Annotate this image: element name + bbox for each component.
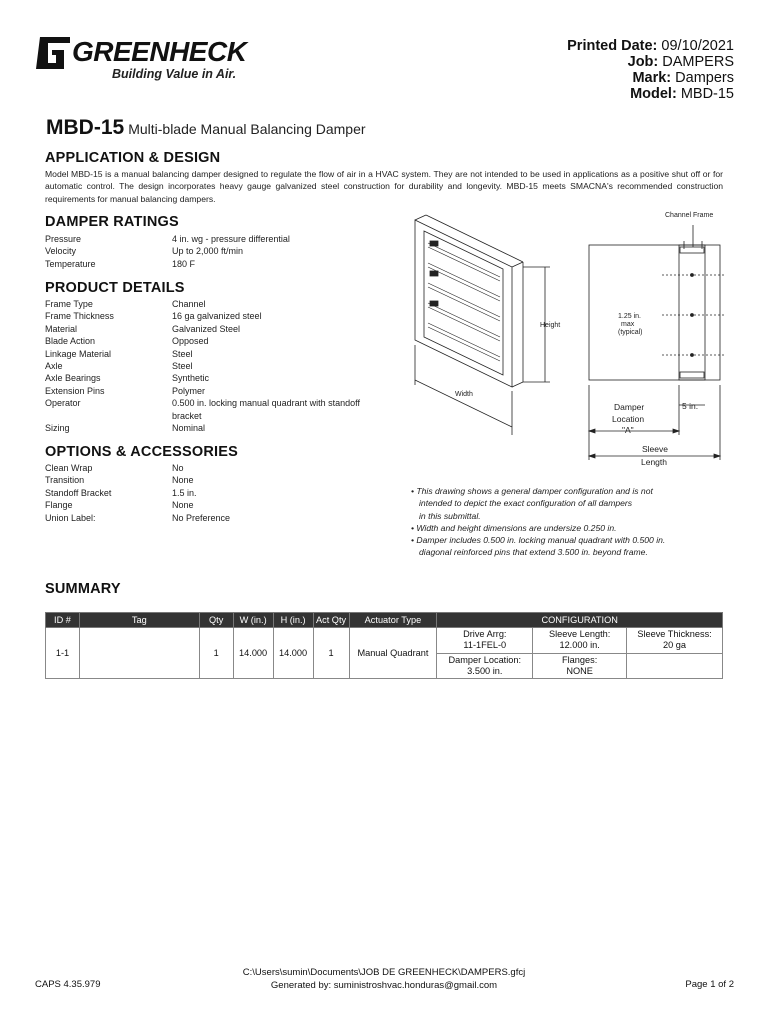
rating-key: Pressure — [45, 234, 82, 244]
detail-row — [45, 360, 382, 372]
detail-key: Sizing — [45, 423, 70, 434]
option-row — [45, 487, 382, 499]
cell-qty: 1 — [199, 628, 233, 679]
detail-row — [45, 298, 382, 310]
damper-location-label: Damper Location: — [448, 654, 522, 665]
cell-sleeve-length — [533, 628, 627, 654]
greenheck-logo-icon — [34, 35, 72, 71]
detail-key: Frame Thickness — [45, 311, 114, 322]
option-key: Standoff Bracket — [45, 487, 112, 498]
note-line: • Width and height dimensions are undersize 0.250 in. — [411, 522, 617, 533]
detail-value: Opposed — [172, 336, 209, 347]
option-value: No — [172, 463, 184, 473]
drawing-notes — [411, 485, 731, 559]
application-heading: APPLICATION & DESIGN — [45, 150, 221, 166]
detail-row — [45, 372, 382, 384]
rating-row — [45, 233, 382, 245]
document-meta — [567, 38, 734, 102]
channel-frame-label: Channel Frame — [665, 212, 714, 219]
sleeve-thickness-label: Sleeve Thickness: — [637, 629, 712, 640]
page-number: Page 1 of 2 — [685, 979, 734, 990]
application-text: Model MBD-15 is a manual balancing damper designed to regulate the flow of air in a HVAC system. They are not intended to be used in applications as a positive shut off or for automatic control. The design incorporates heavy gauge galvanized steel construction for durability and longevity. MBD-15 meets SMACNA's recommended construction requirements for manual balancing dampers. — [45, 169, 723, 204]
col-configuration: CONFIGURATION — [437, 613, 723, 628]
note-line: • Damper includes 0.500 in. locking manual quadrant with 0.500 in. — [411, 535, 666, 546]
side-elevation-view — [589, 225, 725, 460]
summary-table — [45, 612, 723, 679]
note-line: • This drawing shows a general damper configuration and is not — [411, 486, 653, 496]
detail-value: Steel — [172, 361, 193, 372]
rating-key: Temperature — [45, 258, 96, 269]
detail-key: Blade Action — [45, 336, 96, 347]
detail-value: Channel — [172, 299, 206, 309]
rating-value: Up to 2,000 ft/min — [172, 246, 244, 257]
col-id: ID # — [46, 613, 80, 628]
option-key: Clean Wrap — [45, 463, 93, 473]
cell-flanges — [533, 653, 627, 679]
table-row — [46, 628, 723, 654]
detail-value: Steel — [172, 348, 193, 359]
detail-key: Axle Bearings — [45, 373, 101, 384]
rating-row — [45, 258, 382, 270]
file-path: C:\Users\sumin\Documents\JOB DE GREENHECK\DAMPERS.gfcj — [242, 967, 526, 978]
sleeve-length-label: Sleeve Length: — [548, 629, 611, 640]
cell-actuator-type: Manual Quadrant — [349, 628, 437, 679]
printed-date-label: Printed Date: — [567, 38, 658, 54]
cell-height: 14.000 — [273, 628, 313, 679]
col-act-qty: Act Qty — [313, 613, 349, 628]
option-row — [45, 462, 382, 474]
ratings-list — [45, 233, 382, 270]
detail-row — [45, 397, 382, 422]
option-value: None — [172, 500, 194, 511]
software-version: CAPS 4.35.979 — [35, 979, 101, 990]
mark-value: Dampers — [675, 70, 734, 86]
sleeve-length-label-1: Sleeve — [642, 444, 668, 454]
damper-drawing — [400, 205, 730, 475]
detail-value: 0.500 in. locking manual quadrant with standoff bracket — [172, 398, 360, 421]
footer-center — [0, 967, 768, 992]
damper-location-label-2: Location — [612, 414, 645, 424]
job-label: Job: — [627, 54, 659, 70]
detail-value: Synthetic — [172, 373, 210, 384]
page-title — [46, 116, 366, 140]
col-qty: Qty — [199, 613, 233, 628]
detail-key: Axle — [45, 361, 63, 372]
damper-location-value: 3.500 in. — [467, 665, 503, 676]
cell-act-qty: 1 — [313, 628, 349, 679]
flanges-label: Flanges: — [562, 654, 598, 665]
sleeve-length-value: 12.000 in. — [559, 640, 600, 651]
option-row — [45, 499, 382, 511]
details-heading: PRODUCT DETAILS — [45, 280, 185, 296]
drive-arrg-label: Drive Arrg: — [463, 629, 507, 640]
note-line: intended to depict the exact configuration of all dampers — [419, 498, 633, 509]
max-label-3: (typical) — [618, 329, 643, 336]
detail-value: 16 ga galvanized steel — [172, 311, 262, 322]
model-description: Multi-blade Manual Balancing Damper — [128, 121, 366, 137]
detail-row — [45, 385, 382, 397]
rating-value: 180 F — [172, 258, 196, 269]
detail-value: Nominal — [172, 423, 206, 434]
option-row — [45, 512, 382, 524]
drive-arrg-value: 11-1FEL-0 — [463, 640, 507, 651]
col-height: H (in.) — [273, 613, 313, 628]
sleeve-length-label-2: Length — [641, 457, 667, 467]
options-list — [45, 462, 382, 524]
model-code: MBD-15 — [46, 116, 125, 139]
isometric-damper-view — [415, 215, 550, 435]
detail-row — [45, 310, 382, 322]
ratings-heading: DAMPER RATINGS — [45, 214, 179, 230]
option-value: None — [172, 475, 194, 486]
height-label: Height — [540, 322, 561, 329]
col-tag: Tag — [79, 613, 199, 628]
note-line: in this submittal. — [419, 510, 481, 521]
rating-key: Velocity — [45, 246, 77, 257]
options-heading: OPTIONS & ACCESSORIES — [45, 444, 238, 460]
note-line: diagonal reinforced pins that extend 3.500 in. beyond frame. — [419, 547, 648, 558]
cell-empty — [627, 653, 723, 679]
detail-key: Extension Pins — [45, 385, 105, 396]
detail-row — [45, 323, 382, 335]
cell-damper-location — [437, 653, 533, 679]
option-value: No Preference — [172, 512, 231, 523]
brand-tagline: Building Value in Air. — [112, 67, 237, 81]
rating-value: 4 in. wg - pressure differential — [172, 234, 290, 244]
cell-tag — [79, 628, 199, 679]
option-row — [45, 474, 382, 486]
cell-width: 14.000 — [233, 628, 273, 679]
width-label: Width — [455, 391, 473, 398]
option-value: 1.5 in. — [172, 487, 197, 498]
max-label-1: 1.25 in. — [618, 313, 641, 320]
col-width: W (in.) — [233, 613, 273, 628]
sleeve-thickness-value: 20 ga — [663, 640, 687, 651]
job-value: DAMPERS — [662, 54, 734, 70]
detail-row — [45, 335, 382, 347]
col-actuator-type: Actuator Type — [349, 613, 437, 628]
option-key: Transition — [45, 475, 85, 486]
summary-header-row — [46, 613, 723, 628]
max-label-2: max — [621, 321, 635, 328]
detail-row — [45, 348, 382, 360]
cell-id: 1-1 — [46, 628, 80, 679]
cell-drive-arrg — [437, 628, 533, 654]
summary-heading: SUMMARY — [45, 581, 121, 597]
detail-value: Polymer — [172, 385, 206, 396]
five-in-label: 5 in. — [682, 401, 699, 411]
damper-location-label-1: Damper — [614, 402, 645, 412]
detail-value: Galvanized Steel — [172, 323, 241, 334]
option-key: Flange — [45, 500, 73, 511]
generated-by: Generated by: suministroshvac.honduras@gmail.com — [270, 979, 498, 991]
detail-key: Operator — [45, 398, 81, 409]
cell-sleeve-thickness — [627, 628, 723, 654]
detail-key: Frame Type — [45, 299, 93, 309]
detail-key: Material — [45, 323, 78, 334]
option-key: Union Label: — [45, 512, 96, 523]
flanges-value: NONE — [566, 665, 593, 676]
detail-key: Linkage Material — [45, 348, 112, 359]
detail-row — [45, 422, 382, 434]
details-list — [45, 298, 382, 434]
model-value: MBD-15 — [680, 86, 734, 102]
mark-label: Mark: — [632, 70, 672, 86]
brand-name: GREENHECK — [72, 36, 247, 67]
model-label: Model: — [630, 86, 677, 102]
rating-row — [45, 245, 382, 257]
damper-location-label-3: "A" — [622, 425, 634, 435]
printed-date: 09/10/2021 — [661, 38, 734, 54]
